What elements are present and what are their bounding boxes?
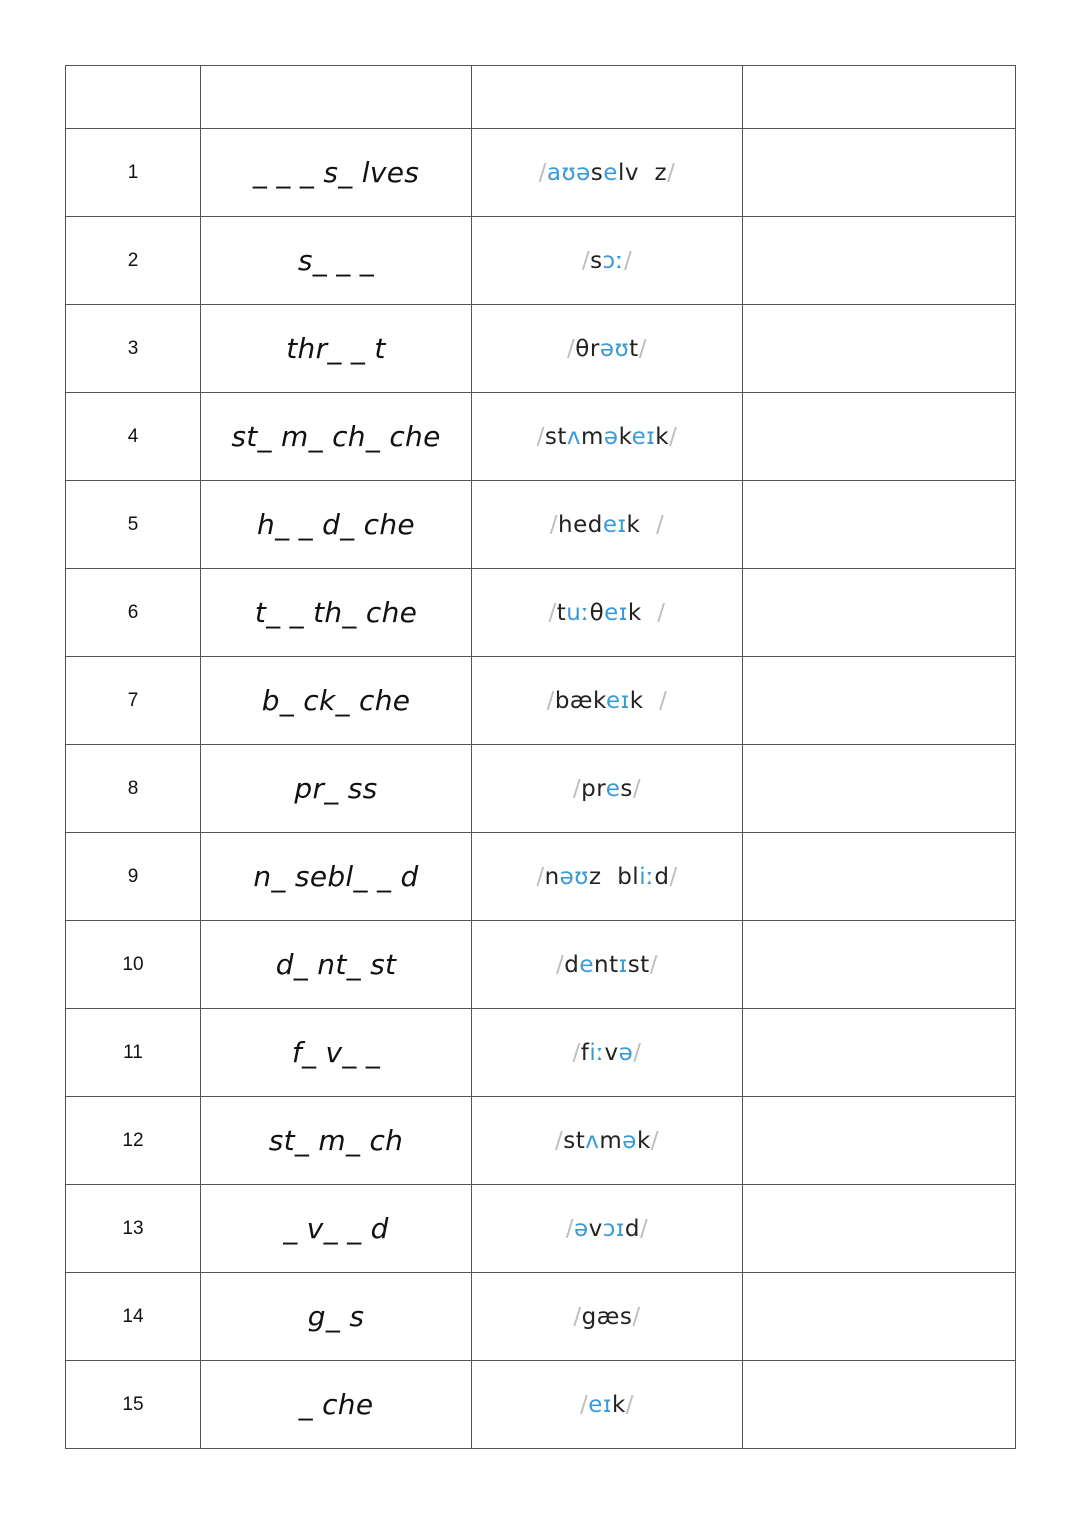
- phonetic-slash: /: [669, 423, 678, 450]
- row-number: 6: [66, 569, 201, 657]
- phonetic-segment: t: [556, 599, 567, 626]
- phonetic-vowel-highlight: eɪ: [588, 1391, 612, 1418]
- phonetic-vowel-highlight: iː: [639, 863, 655, 890]
- header-cell: [201, 66, 472, 129]
- phonetic-transcription: [539, 160, 676, 186]
- phonetic-cell: [472, 569, 743, 657]
- row-number: 14: [66, 1273, 201, 1361]
- phonetic-transcription: [567, 336, 647, 362]
- phonetic-transcription: [572, 1040, 641, 1066]
- table-row: [66, 129, 1016, 217]
- answer-cell[interactable]: [743, 393, 1016, 481]
- table-row: [66, 305, 1016, 393]
- phonetic-slash: /: [556, 951, 565, 978]
- phonetic-transcription: [556, 952, 658, 978]
- phonetic-cell: [472, 745, 743, 833]
- phonetic-slash: /: [650, 1127, 660, 1154]
- phonetic-vowel-highlight: e: [579, 951, 595, 978]
- word-blank-cell: _ v_ _ d: [201, 1185, 472, 1273]
- phonetic-segment: pr: [581, 775, 606, 802]
- row-number: 3: [66, 305, 201, 393]
- phonetic-cell: [472, 921, 743, 1009]
- word-blank-cell: n_ sebl_ _ d: [201, 833, 472, 921]
- phonetic-segment: gæs: [581, 1303, 633, 1330]
- phonetic-slash: /: [669, 863, 678, 890]
- phonetic-slash: /: [538, 159, 547, 186]
- header-cell: [66, 66, 201, 129]
- phonetic-vowel-highlight: uː: [566, 599, 590, 626]
- phonetic-vowel-highlight: ɪ: [618, 951, 628, 978]
- table-body: [66, 66, 1016, 1449]
- phonetic-slash: /: [548, 599, 557, 626]
- row-number: 15: [66, 1361, 201, 1449]
- phonetic-transcription: [550, 512, 664, 538]
- phonetic-segment: s: [590, 247, 603, 274]
- phonetic-slash: /: [573, 1303, 582, 1330]
- table-row: [66, 481, 1016, 569]
- phonetic-slash: /: [667, 159, 676, 186]
- answer-cell[interactable]: [743, 305, 1016, 393]
- phonetic-vowel-highlight: eɪ: [602, 511, 627, 538]
- word-blank-cell: h_ _ d_ che: [201, 481, 472, 569]
- phonetic-segment: st: [544, 423, 567, 450]
- row-number: 9: [66, 833, 201, 921]
- phonetic-slash: /: [572, 775, 582, 802]
- phonetic-segment: lv z: [617, 159, 668, 186]
- answer-cell[interactable]: [743, 921, 1016, 1009]
- phonetic-vowel-highlight: ɔɪ: [602, 1215, 625, 1242]
- phonetic-vowel-highlight: ə: [573, 1215, 589, 1242]
- phonetic-transcription: [580, 1392, 634, 1418]
- phonetic-segment: s: [620, 775, 633, 802]
- answer-cell[interactable]: [743, 481, 1016, 569]
- phonetic-segment: t: [629, 335, 639, 362]
- phonetic-vowel-highlight: ə: [622, 1127, 637, 1154]
- phonetic-transcription: [536, 864, 677, 890]
- header-cell: [472, 66, 743, 129]
- phonetic-cell: [472, 393, 743, 481]
- word-blank-cell: d_ nt_ st: [201, 921, 472, 1009]
- vocabulary-worksheet-table: [65, 65, 1016, 1449]
- word-blank-cell: t_ _ th_ che: [201, 569, 472, 657]
- phonetic-slash: /: [640, 1215, 649, 1242]
- phonetic-cell: [472, 129, 743, 217]
- phonetic-transcription: [548, 600, 665, 626]
- phonetic-segment: st: [563, 1127, 586, 1154]
- phonetic-slash: /: [625, 1391, 635, 1418]
- phonetic-vowel-highlight: ɔː: [602, 247, 624, 274]
- table-row: [66, 1361, 1016, 1449]
- phonetic-segment: d: [564, 951, 580, 978]
- phonetic-slash: /: [536, 423, 545, 450]
- word-blank-cell: f_ v_ _: [201, 1009, 472, 1097]
- word-blank-cell: pr_ ss: [201, 745, 472, 833]
- table-row: [66, 745, 1016, 833]
- word-blank-cell: _ _ _ s_ lves: [201, 129, 472, 217]
- phonetic-vowel-highlight: e: [605, 775, 621, 802]
- answer-cell[interactable]: [743, 745, 1016, 833]
- phonetic-transcription: [573, 1304, 640, 1330]
- table-row: [66, 1097, 1016, 1185]
- phonetic-slash: /: [565, 1215, 574, 1242]
- phonetic-slash: /: [572, 1039, 581, 1066]
- row-number: 12: [66, 1097, 201, 1185]
- header-cell: [743, 66, 1016, 129]
- table-row: [66, 1009, 1016, 1097]
- answer-cell[interactable]: [743, 657, 1016, 745]
- phonetic-segment: k: [618, 423, 632, 450]
- answer-cell[interactable]: [743, 1273, 1016, 1361]
- answer-cell[interactable]: [743, 1361, 1016, 1449]
- phonetic-segment: s: [590, 159, 604, 186]
- row-number: 13: [66, 1185, 201, 1273]
- phonetic-transcription: [537, 424, 678, 450]
- answer-cell[interactable]: [743, 569, 1016, 657]
- table-row: [66, 1185, 1016, 1273]
- row-number: 1: [66, 129, 201, 217]
- table-row: [66, 921, 1016, 1009]
- row-number: 8: [66, 745, 201, 833]
- word-blank-cell: s_ _ _: [201, 217, 472, 305]
- phonetic-segment: n: [544, 863, 560, 890]
- phonetic-cell: [472, 305, 743, 393]
- phonetic-slash: /: [649, 951, 658, 978]
- table-row: [66, 833, 1016, 921]
- phonetic-segment: θ: [589, 599, 605, 626]
- phonetic-vowel-highlight: aʊə: [546, 159, 591, 186]
- phonetic-slash: /: [554, 1127, 564, 1154]
- row-number: 11: [66, 1009, 201, 1097]
- row-number: 7: [66, 657, 201, 745]
- phonetic-vowel-highlight: əʊ: [599, 335, 630, 362]
- phonetic-cell: [472, 657, 743, 745]
- phonetic-vowel-highlight: eɪ: [631, 423, 656, 450]
- phonetic-vowel-highlight: ə: [603, 423, 619, 450]
- phonetic-segment: k: [627, 599, 658, 626]
- phonetic-transcription: [573, 776, 641, 802]
- word-blank-cell: thr_ _ t: [201, 305, 472, 393]
- phonetic-vowel-highlight: ʌ: [585, 1127, 600, 1154]
- answer-cell[interactable]: [743, 1009, 1016, 1097]
- table-row: [66, 217, 1016, 305]
- phonetic-slash: /: [632, 1303, 641, 1330]
- phonetic-slash: /: [581, 247, 591, 274]
- phonetic-cell: [472, 1361, 743, 1449]
- phonetic-cell: [472, 1009, 743, 1097]
- phonetic-slash: /: [659, 687, 668, 714]
- word-blank-cell: st_ m_ ch: [201, 1097, 472, 1185]
- phonetic-segment: f: [580, 1039, 590, 1066]
- row-number: 2: [66, 217, 201, 305]
- phonetic-slash: /: [549, 511, 558, 538]
- phonetic-segment: m: [599, 1127, 623, 1154]
- phonetic-vowel-highlight: ʌ: [566, 423, 582, 450]
- phonetic-vowel-highlight: eɪ: [604, 599, 628, 626]
- phonetic-segment: k: [629, 687, 660, 714]
- phonetic-vowel-highlight: əʊ: [559, 863, 589, 890]
- row-number: 10: [66, 921, 201, 1009]
- answer-cell[interactable]: [743, 217, 1016, 305]
- answer-cell[interactable]: [743, 833, 1016, 921]
- phonetic-slash: /: [638, 335, 647, 362]
- phonetic-cell: [472, 1097, 743, 1185]
- phonetic-vowel-highlight: eɪ: [606, 687, 630, 714]
- phonetic-transcription: [566, 1216, 649, 1242]
- word-blank-cell: st_ m_ ch_ che: [201, 393, 472, 481]
- phonetic-vowel-highlight: e: [603, 159, 618, 186]
- answer-cell[interactable]: [743, 1185, 1016, 1273]
- phonetic-transcription: [582, 248, 632, 274]
- phonetic-slash: /: [655, 511, 665, 538]
- phonetic-slash: /: [536, 863, 545, 890]
- phonetic-slash: /: [657, 599, 666, 626]
- phonetic-slash: /: [632, 775, 642, 802]
- phonetic-segment: z bl: [589, 863, 640, 890]
- row-number: 5: [66, 481, 201, 569]
- phonetic-segment: k: [626, 511, 656, 538]
- phonetic-segment: v: [588, 1215, 603, 1242]
- table-row: [66, 1273, 1016, 1361]
- phonetic-segment: k: [655, 423, 670, 450]
- phonetic-segment: d: [624, 1215, 641, 1242]
- phonetic-segment: bæk: [554, 687, 607, 714]
- row-number: 4: [66, 393, 201, 481]
- phonetic-slash: /: [633, 1039, 642, 1066]
- phonetic-cell: [472, 217, 743, 305]
- phonetic-segment: k: [611, 1391, 626, 1418]
- phonetic-transcription: [547, 688, 668, 714]
- phonetic-cell: [472, 833, 743, 921]
- phonetic-cell: [472, 1185, 743, 1273]
- phonetic-slash: /: [546, 687, 555, 714]
- phonetic-segment: v: [604, 1039, 619, 1066]
- answer-cell[interactable]: [743, 1097, 1016, 1185]
- table-row: [66, 657, 1016, 745]
- table-row: [66, 393, 1016, 481]
- phonetic-vowel-highlight: ə: [618, 1039, 634, 1066]
- phonetic-cell: [472, 1273, 743, 1361]
- phonetic-segment: k: [636, 1127, 651, 1154]
- phonetic-slash: /: [623, 247, 633, 274]
- phonetic-segment: d: [654, 863, 670, 890]
- phonetic-cell: [472, 481, 743, 569]
- table-row: [66, 569, 1016, 657]
- header-row: [66, 66, 1016, 129]
- phonetic-slash: /: [579, 1391, 589, 1418]
- phonetic-segment: st: [627, 951, 650, 978]
- phonetic-transcription: [555, 1128, 659, 1154]
- word-blank-cell: _ che: [201, 1361, 472, 1449]
- phonetic-vowel-highlight: iː: [589, 1039, 605, 1066]
- phonetic-segment: θr: [575, 335, 600, 362]
- word-blank-cell: g_ s: [201, 1273, 472, 1361]
- phonetic-segment: nt: [594, 951, 619, 978]
- word-blank-cell: b_ ck_ che: [201, 657, 472, 745]
- answer-cell[interactable]: [743, 129, 1016, 217]
- phonetic-slash: /: [567, 335, 576, 362]
- phonetic-segment: hed: [558, 511, 603, 538]
- phonetic-segment: m: [581, 423, 604, 450]
